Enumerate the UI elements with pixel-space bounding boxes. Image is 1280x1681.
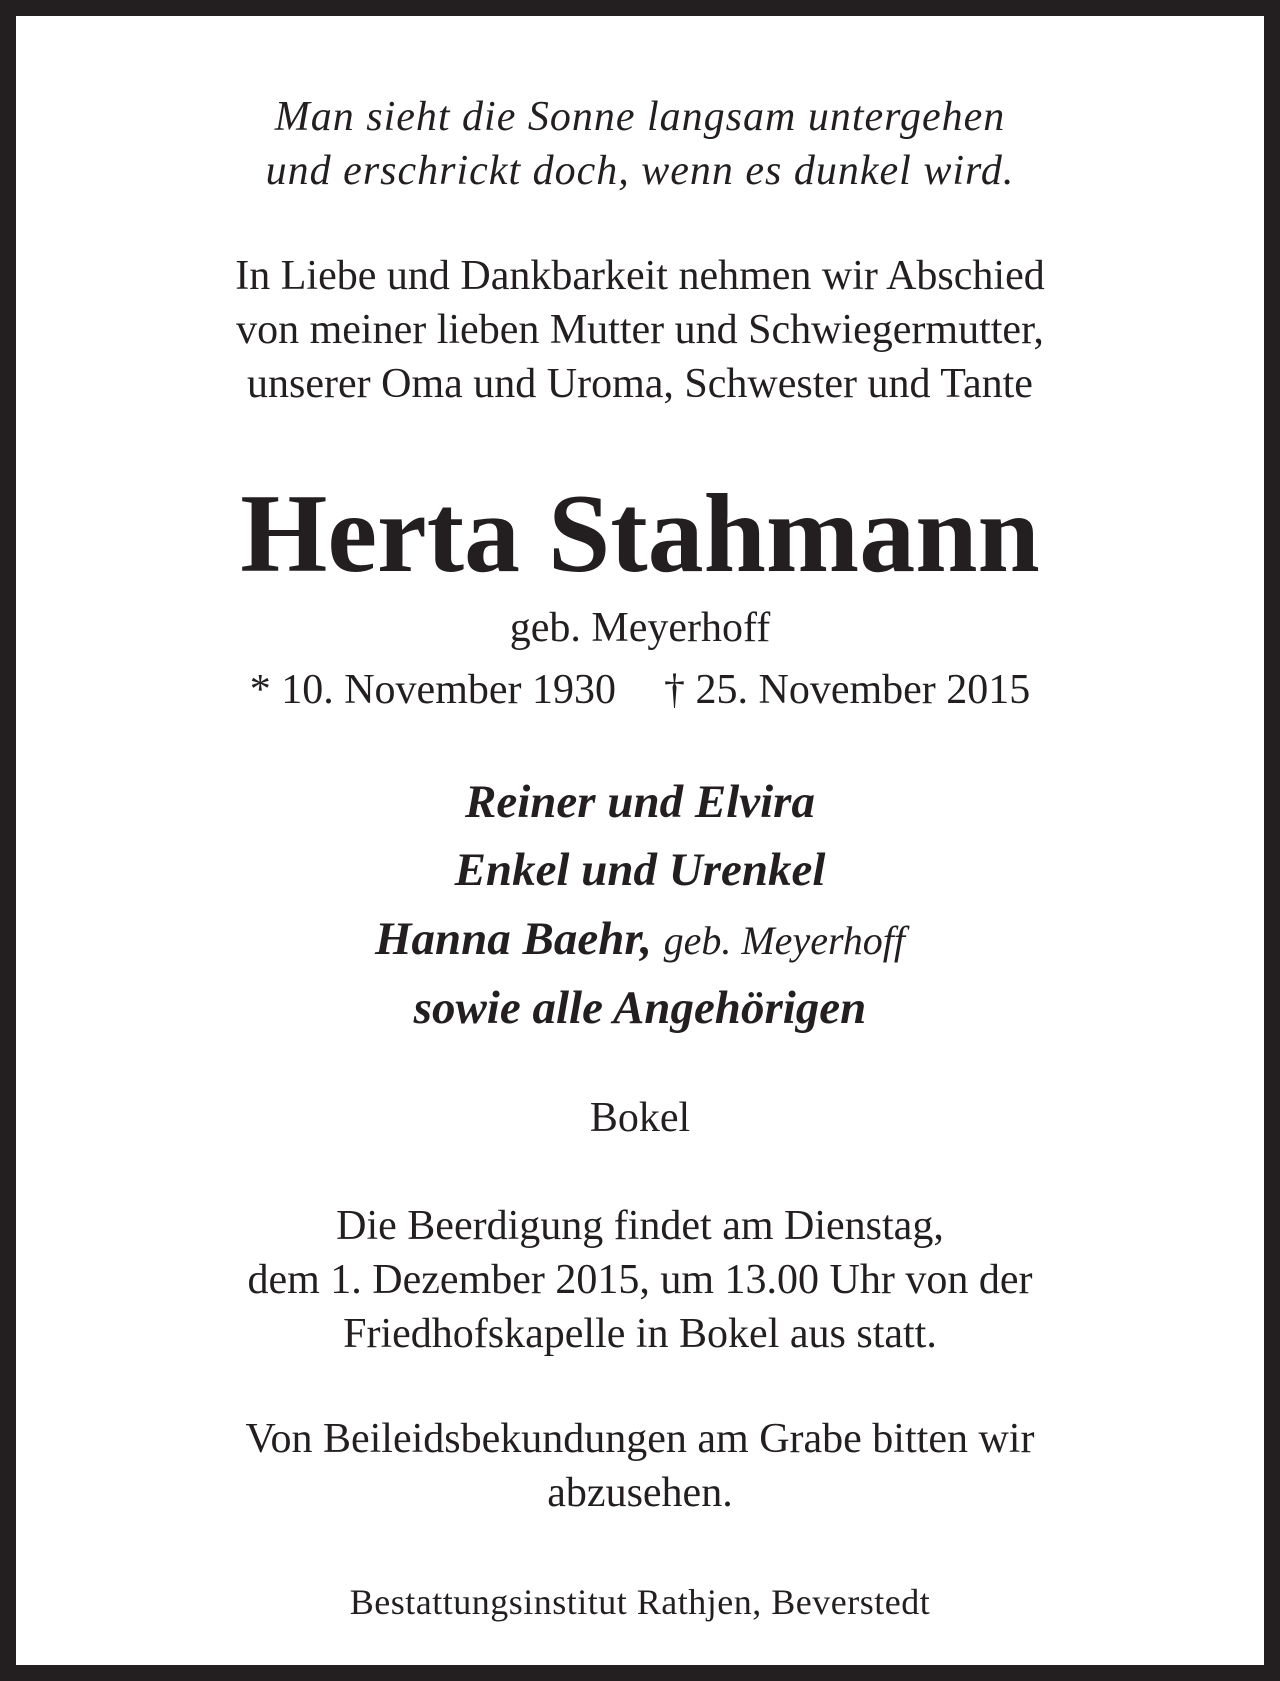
deceased-name: Herta Stahmann: [240, 472, 1040, 596]
funeral-line-3: Friedhofskapelle in Bokel aus statt.: [343, 1311, 937, 1357]
mourner-line-4: sowie alle Angehörigen: [413, 982, 867, 1034]
funeral-notice: [32, 1199, 1248, 1361]
life-dates: [32, 664, 1248, 716]
farewell-intro: [32, 249, 1248, 411]
death-date: † 25. November 2015: [664, 667, 1031, 713]
request-line-1: Von Beileidsbekundungen am Grabe bitten wir: [245, 1416, 1035, 1462]
intro-line-3: unserer Oma und Uroma, Schwester und Tante: [247, 361, 1033, 407]
funeral-line-1: Die Beerdigung findet am Dienstag,: [336, 1203, 944, 1249]
obituary-content: [32, 16, 1248, 1665]
birth-name: geb. Meyerhoff: [509, 605, 771, 651]
mourner-birth-name: geb. Meyerhoff: [663, 918, 906, 963]
place: Bokel: [589, 1095, 691, 1141]
motto-line-2: und erschrickt doch, wenn es dunkel wird.: [265, 148, 1015, 194]
mourner-name: Hanna Baehr,: [374, 913, 652, 965]
undertaker: Bestattungsinstitut Rathjen, Beverstedt: [349, 1582, 931, 1622]
mourner-line-3: [32, 909, 1248, 971]
funeral-line-2: dem 1. Dezember 2015, um 13.00 Uhr von der: [247, 1257, 1033, 1303]
intro-line-1: In Liebe und Dankbarkeit nehmen wir Abschied: [235, 253, 1045, 299]
birth-date: * 10. November 1930: [249, 667, 616, 713]
condolence-request: [32, 1412, 1248, 1520]
intro-line-2: von meiner lieben Mutter und Schwiegermutter,: [236, 307, 1044, 353]
request-line-2: abzusehen.: [547, 1470, 733, 1516]
mourner-line-2: Enkel und Urenkel: [454, 844, 826, 896]
motto-line-1: Man sieht die Sonne langsam untergehen: [274, 94, 1006, 140]
mourner-line-1: Reiner und Elvira: [465, 776, 815, 828]
motto: [32, 90, 1248, 198]
